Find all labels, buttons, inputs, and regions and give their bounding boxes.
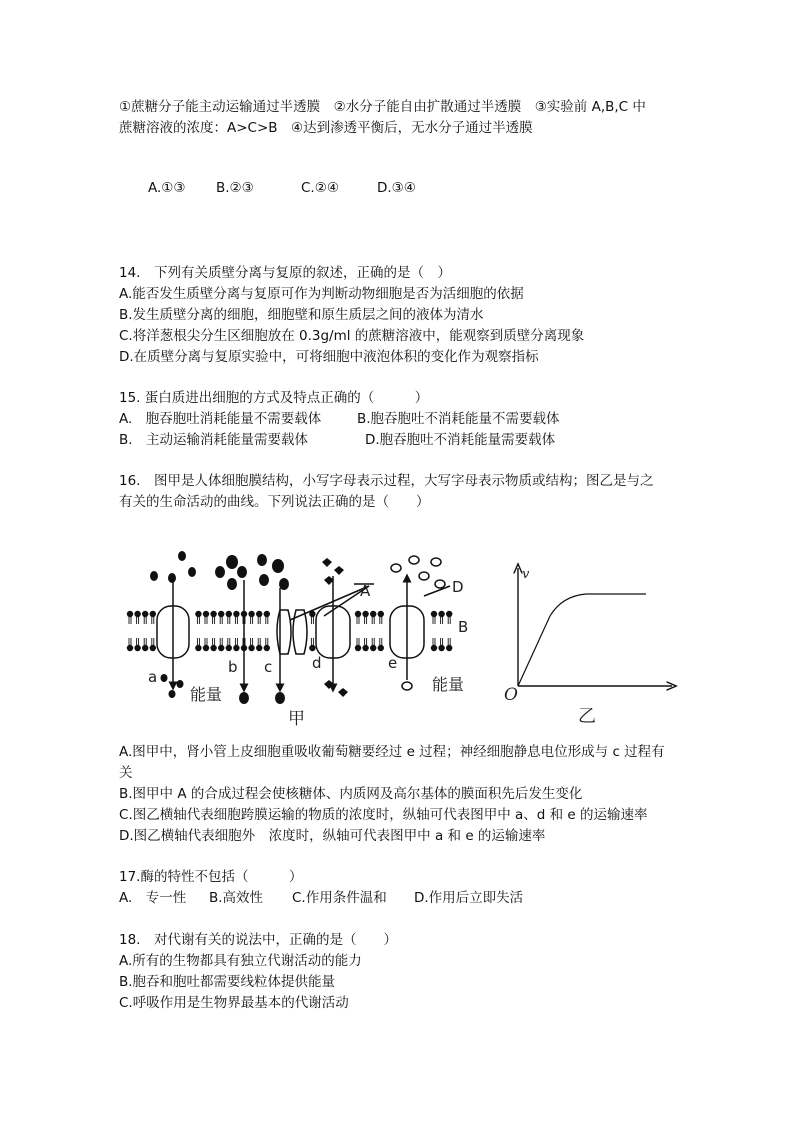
- lipid-head-outer: [150, 611, 156, 624]
- q15-option-d: D.胞吞胞吐不消耗能量需要载体: [365, 432, 556, 448]
- lipid-head-inner: [446, 638, 452, 651]
- q18-option-a: A.所有的生物都具有独立代谢活动的能力: [119, 953, 362, 969]
- y-axis-label: v: [522, 567, 530, 582]
- lipid-head-outer: [210, 611, 216, 624]
- label-B: B: [458, 618, 469, 636]
- q15-option-b: B.胞吞胞吐不消耗能量不需要载体: [357, 411, 560, 427]
- lipid-head-outer: [264, 611, 270, 624]
- lipid-head-outer: [362, 611, 368, 624]
- q16-option-b: B.图甲中 A 的合成过程会使核糖体、内质网及高尔基体的膜面积先后发生变化: [119, 786, 583, 802]
- lipid-head-outer: [446, 611, 452, 624]
- lipid-head-outer: [309, 611, 315, 624]
- q17-option-a: A. 专一性: [119, 890, 187, 906]
- q14-option-d: D.在质壁分离与复原实验中，可将细胞中液泡体积的变化作为观察指标: [119, 349, 539, 365]
- q17-option-c: C.作用条件温和: [292, 890, 387, 906]
- lipid-head-outer: [248, 611, 254, 624]
- q13-option-a: A.①③: [148, 180, 186, 196]
- label-c: c: [264, 658, 273, 676]
- lipid-head-outer: [355, 611, 361, 624]
- origin-label: O: [504, 685, 518, 705]
- q17-stem: 17.酶的特性不包括（ ）: [119, 869, 303, 885]
- lipid-head-outer: [142, 611, 148, 624]
- lipid-head-inner: [134, 638, 140, 651]
- energy-label-left: 能量: [190, 685, 223, 704]
- lipid-head-outer: [218, 611, 224, 624]
- q13-option-b: B.②③: [216, 180, 254, 196]
- q13-option-d: D.③④: [377, 180, 416, 196]
- lipid-head-inner: [210, 638, 216, 651]
- lipid-head-outer: [370, 611, 376, 624]
- lipid-head-outer: [256, 611, 262, 624]
- label-e: e: [388, 654, 398, 672]
- q15-option-c: B. 主动运输消耗能量需要载体: [119, 432, 309, 448]
- q16-option-d: D.图乙横轴代表细胞外 浓度时，纵轴可代表图甲中 a 和 e 的运输速率: [119, 828, 546, 844]
- q16-option-c: C.图乙横轴代表细胞跨膜运输的物质的浓度时，纵轴可代表图甲中 a、d 和 e 的运输速率: [119, 807, 648, 823]
- label-A: A: [360, 582, 371, 600]
- lipid-head-inner: [142, 638, 148, 651]
- lipid-head-outer: [233, 611, 239, 624]
- lipid-head-inner: [195, 638, 201, 651]
- caption-yi: 乙: [578, 706, 596, 727]
- lipid-head-outer: [203, 611, 209, 624]
- lipid-head-inner: [248, 638, 254, 651]
- q15-option-a: A. 胞吞胞吐消耗能量不需要载体: [119, 411, 322, 427]
- q14-option-a: A.能否发生质壁分离与复原可作为判断动物细胞是否为活细胞的依据: [119, 286, 524, 302]
- label-D: D: [452, 578, 464, 596]
- q17-option-d: D.作用后立即失活: [414, 890, 524, 906]
- extracellular-molecules: [150, 551, 445, 590]
- energy-label-right: 能量: [432, 675, 465, 694]
- lipid-head-inner: [256, 638, 262, 651]
- q15-row1: [119, 409, 679, 429]
- lipid-head-outer: [438, 611, 444, 624]
- lipid-head-inner: [438, 638, 444, 651]
- q16-stem-line1: 16. 图甲是人体细胞膜结构，小写字母表示过程，大写字母表示物质或结构；图乙是与之: [119, 473, 654, 489]
- lipid-head-inner: [355, 638, 361, 651]
- lipid-head-outer: [195, 611, 201, 624]
- q16-option-a-line2: 关: [119, 765, 133, 781]
- cell-membrane-figure: [124, 548, 474, 728]
- label-b: b: [228, 658, 238, 676]
- lipid-head-outer: [378, 611, 384, 624]
- lipid-head-inner: [150, 638, 156, 651]
- lipid-head-outer: [134, 611, 140, 624]
- q14-option-b: B.发生质壁分离的细胞，细胞壁和原生质层之间的液体为清水: [119, 307, 484, 323]
- rate-curve: [518, 594, 646, 686]
- lipid-head-inner: [233, 638, 239, 651]
- label-a: a: [148, 668, 158, 686]
- q18-option-b: B.胞吞和胞吐都需要线粒体提供能量: [119, 974, 336, 990]
- lipid-head-inner: [127, 638, 133, 651]
- lipid-head-inner: [264, 638, 270, 651]
- q16-stem-line2: 有关的生命活动的曲线。下列说法正确的是（ ）: [119, 494, 430, 510]
- rate-curve-figure: [500, 560, 680, 730]
- lipid-head-outer: [226, 611, 232, 624]
- q18-option-c: C.呼吸作用是生物界最基本的代谢活动: [119, 995, 349, 1011]
- lipid-head-inner: [203, 638, 209, 651]
- q16-option-a-line1: A.图甲中，肾小管上皮细胞重吸收葡萄糖要经过 e 过程；神经细胞静息电位形成与 c 过程有: [119, 744, 665, 760]
- q15-row2: [119, 430, 679, 450]
- q18-stem: 18. 对代谢有关的说法中，正确的是（ ）: [119, 932, 397, 948]
- q17-options: [119, 888, 679, 908]
- lipid-head-inner: [431, 638, 437, 651]
- channel-protein-c: [277, 610, 307, 654]
- q13-line1: ①蔗糖分子能主动运输通过半透膜 ②水分子能自由扩散通过半透膜 ③实验前 A,B,C 中: [119, 99, 646, 115]
- q15-stem: 15. 蛋白质进出细胞的方式及特点正确的（ ）: [119, 390, 429, 406]
- lipid-head-outer: [431, 611, 437, 624]
- q17-option-b: B.高效性: [209, 890, 264, 906]
- caption-jia: 甲: [288, 709, 305, 728]
- lipid-head-inner: [378, 638, 384, 651]
- lipid-head-inner: [362, 638, 368, 651]
- lipid-head-inner: [218, 638, 224, 651]
- lipid-head-inner: [309, 638, 315, 651]
- q13-line2: 蔗糖溶液的浓度：A>C>B ④达到渗透平衡后，无水分子通过半透膜: [119, 120, 533, 136]
- q14-stem: 14. 下列有关质壁分离与复原的叙述，正确的是（ ）: [119, 265, 451, 281]
- q14-option-c: C.将洋葱根尖分生区细胞放在 0.3g/ml 的蔗糖溶液中，能观察到质壁分离现象: [119, 328, 585, 344]
- label-d: d: [312, 654, 322, 672]
- lipid-head-inner: [370, 638, 376, 651]
- q13-option-c: C.②④: [301, 180, 339, 196]
- lipid-head-outer: [127, 611, 133, 624]
- lipid-head-inner: [226, 638, 232, 651]
